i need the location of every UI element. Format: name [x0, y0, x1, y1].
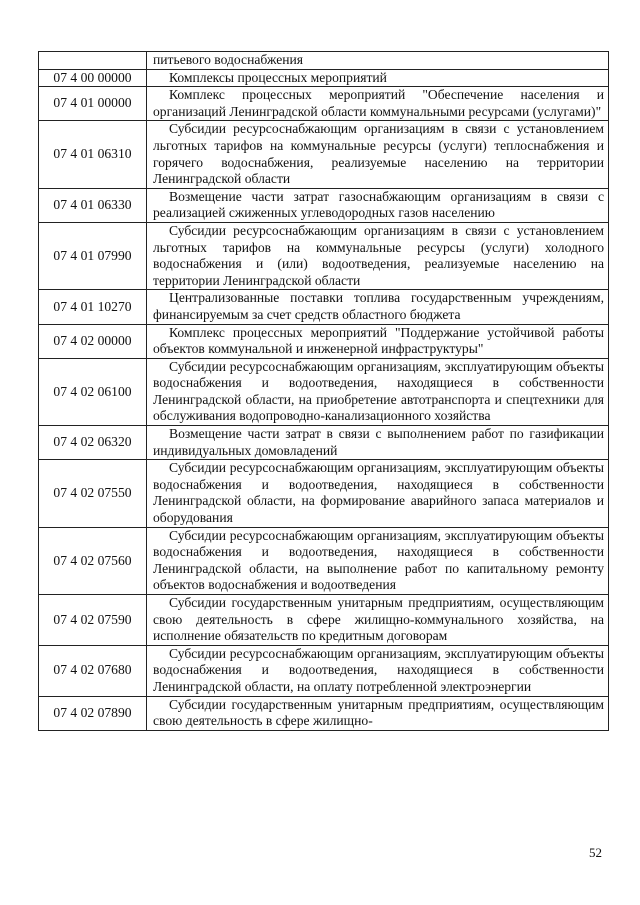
budget-code: 07 4 02 07590 [39, 595, 147, 646]
table-row [39, 87, 609, 121]
row-description: Субсидии государственным унитарным предприятиям, осуществляющим свою деятельность в сфере жилищно-коммунального хозяйства, на исполнение обязательств по кредитным договорам [147, 595, 609, 646]
table-row [39, 426, 609, 460]
budget-code: 07 4 01 07990 [39, 222, 147, 289]
table-row [39, 527, 609, 594]
budget-code: 07 4 02 06320 [39, 426, 147, 460]
table-row [39, 121, 609, 188]
row-description: Субсидии государственным унитарным предприятиям, осуществляющим свою деятельность в сфере жилищно- [147, 696, 609, 730]
table-row [39, 188, 609, 222]
budget-code [39, 52, 147, 70]
budget-code: 07 4 00 00000 [39, 69, 147, 87]
table-row [39, 696, 609, 730]
table-row [39, 324, 609, 358]
budget-codes-table [38, 51, 609, 731]
row-description: Централизованные поставки топлива государственным учреждениям, финансируемым за счет средств областного бюджета [147, 290, 609, 324]
row-description: Комплекс процессных мероприятий "Обеспечение населения и организаций Ленинградской области коммунальными ресурсами (услугами)" [147, 87, 609, 121]
row-description: Субсидии ресурсоснабжающим организациям, эксплуатирующим объекты водоснабжения и водоотведения, находящиеся в собственности Ленинградской области, на формирование аварийного запаса материалов и оборудования [147, 460, 609, 527]
row-description: Комплексы процессных мероприятий [147, 69, 609, 87]
budget-code: 07 4 01 10270 [39, 290, 147, 324]
row-description: Возмещение части затрат в связи с выполнением работ по газификации индивидуальных домовладений [147, 426, 609, 460]
row-description: питьевого водоснабжения [147, 52, 609, 70]
row-description: Субсидии ресурсоснабжающим организациям, эксплуатирующим объекты водоснабжения и водоотведения, находящиеся в собственности Ленинградской области, на оплату потребленной электроэнергии [147, 645, 609, 696]
table-body [39, 52, 609, 731]
page-number: 52 [589, 845, 602, 860]
table-row [39, 52, 609, 70]
row-description: Субсидии ресурсоснабжающим организациям, эксплуатирующим объекты водоснабжения и водоотведения, находящиеся в собственности Ленинградской области, на выполнение работ по капитальному ремонту объектов водоснабжения и водоотведения [147, 527, 609, 594]
budget-code: 07 4 01 00000 [39, 87, 147, 121]
table-row [39, 69, 609, 87]
budget-code: 07 4 02 07550 [39, 460, 147, 527]
budget-code: 07 4 02 07560 [39, 527, 147, 594]
table-row [39, 222, 609, 289]
table-row [39, 595, 609, 646]
row-description: Субсидии ресурсоснабжающим организациям в связи с установлением льготных тарифов на коммунальные ресурсы (услуги) теплоснабжения и горячего водоснабжения, реализуемые населению на территории Ленинградской области [147, 121, 609, 188]
budget-code: 07 4 02 07890 [39, 696, 147, 730]
budget-code: 07 4 02 06100 [39, 358, 147, 425]
row-description: Субсидии ресурсоснабжающим организациям в связи с установлением льготных тарифов на коммунальные ресурсы (услуги) холодного водоснабжения и (или) водоотведения, реализуемые населению на территории Ленинградской области [147, 222, 609, 289]
budget-code: 07 4 01 06310 [39, 121, 147, 188]
table-row [39, 460, 609, 527]
budget-code: 07 4 02 07680 [39, 645, 147, 696]
row-description: Комплекс процессных мероприятий "Поддержание устойчивой работы объектов коммунальной и инженерной инфраструктуры" [147, 324, 609, 358]
table-row [39, 290, 609, 324]
budget-code: 07 4 01 06330 [39, 188, 147, 222]
budget-code: 07 4 02 00000 [39, 324, 147, 358]
table-row [39, 645, 609, 696]
row-description: Возмещение части затрат газоснабжающим организациям в связи с реализацией сжиженных углеводородных газов населению [147, 188, 609, 222]
table-row [39, 358, 609, 425]
row-description: Субсидии ресурсоснабжающим организациям, эксплуатирующим объекты водоснабжения и водоотведения, находящиеся в собственности Ленинградской области, на приобретение автотранспорта и спецтехники для обслуживания водопроводно-канализационного хозяйства [147, 358, 609, 425]
